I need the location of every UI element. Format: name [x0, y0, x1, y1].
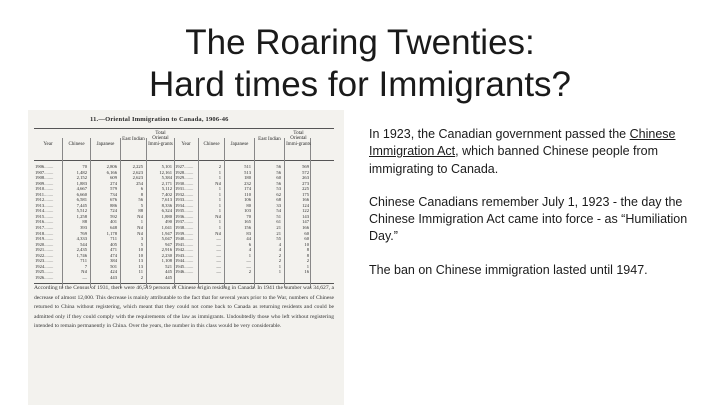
header-east-indian-2: East Indian: [258, 137, 281, 142]
header-total: Total Oriental Immi-grants: [148, 131, 173, 147]
body-text: [369, 126, 689, 295]
header-year: Year: [43, 142, 53, 147]
header-japanese: Japanese: [96, 142, 115, 147]
col-total-left: 5,101 12,161 5,384 2,171 5,112 7,402 7,613 8,336 6,324 1,880 490 1,041 1,947 5,047 947 2,916 2,230 1,108 521 445 445: [159, 164, 172, 280]
col-east-indian-left: 2,225 2,623 2,623 254 6 8 56 5 88 Nil 1 Nil Nil 3 5 10 10 13 13 11 2: [132, 164, 143, 280]
header-year-2: Year: [181, 142, 191, 147]
col-years-left: 1906........ 1907........ 1908........ 1909........ 1910........ 1911........ 1912........ 1913........ 1914........ 1915........ 1916........ 1917........ 1918........ 1919........ 1920........ 1921........ 1922........ 1923........ 1924........ 1925........ 1926........: [35, 164, 54, 280]
col-east-indian-right: 56 56 60 56 53 62 68 33 54 51 61 21 21 55 4 4 2 2 1 1: [276, 164, 281, 275]
scan-table-title: 11.—Oriental Immigration to Canada, 1906-46: [90, 116, 229, 123]
title-line-2: Hard times for Immigrants?: [148, 65, 572, 104]
table-divider: [310, 138, 311, 288]
scanned-document-image: [28, 110, 344, 405]
col-japanese-right: 511 513 180 232 174 110 106 80 103 70 165 156 83 44 6 4 1 — — 2: [244, 164, 251, 275]
header-chinese: Chinese: [68, 142, 85, 147]
chinese-immigration-act-link[interactable]: Chinese Immigration Act: [369, 127, 676, 159]
header-japanese-2: Japanese: [230, 142, 249, 147]
slide-title: [0, 22, 720, 106]
paragraph-1: [369, 126, 689, 178]
col-total-right: 569 572 263 273 225 175 166 124 122 143 147 166 60 60 10 8 8 2 1 16: [302, 164, 309, 275]
col-chinese-right: 2 1 1 Nil 1 1 1 1 1 Nil 1 1 Nil — — — — — — —: [215, 164, 221, 275]
col-chinese-left: 70 1,482 2,152 1,883 4,667 6,660 6,581 7,445 5,512 1,258 88 393 769 4,333 544 2,435 1,746 711 7 Nil —: [76, 164, 87, 280]
table-header-rule: [34, 160, 334, 161]
title-line-1: The Roaring Twenties:: [185, 23, 535, 62]
scan-paragraph: According to the Census of 1931, there were 46,519 persons of Chinese origin residing in Canada. In 1941 the number was 34,627, a decrease of almost 12,000. This decrease is mainly attributable to the fact that for several years prior to the War, numbers of Chinese returned to China without registering, which meant that they could not come back to Canada as returning residents and could be admitted only if they could comply with the requirements of the law as immigrants. Undoubtedly those who left without registering intended to remain permanently in China. Over the years, the number in this class would be very considerable.: [34, 285, 334, 330]
col-japanese-left: 2,806 6,166 609 274 579 734 676 886 724 592 401 648 1,178 711 405 471 474 384 501 424 443: [106, 164, 117, 280]
p1-text-before: In 1923, the Canadian government passed the: [369, 127, 630, 141]
paragraph-3: The ban on Chinese immigration lasted until 1947.: [369, 262, 648, 277]
header-east-indian: East Indian: [122, 137, 145, 142]
paragraph-2: Chinese Canadians remember July 1, 1923 - the day the Chinese Immigration Act came into force - as “Humiliation Day.”: [369, 194, 688, 244]
table-top-rule: [34, 128, 334, 129]
p1-text-after: , which banned Chinese people from immigrating to Canada.: [369, 144, 659, 176]
col-years-right: 1927........ 1928........ 1929........ 1930........ 1931........ 1932........ 1933........ 1934........ 1935........ 1936........ 1937........ 1938........ 1939........ 1940........ 1941........ 1942........ 1943........ 1944........ 1945........ 1946........: [175, 164, 194, 275]
header-chinese-2: Chinese: [203, 142, 220, 147]
header-total-2: Total Oriental Immi-grants: [286, 131, 311, 147]
